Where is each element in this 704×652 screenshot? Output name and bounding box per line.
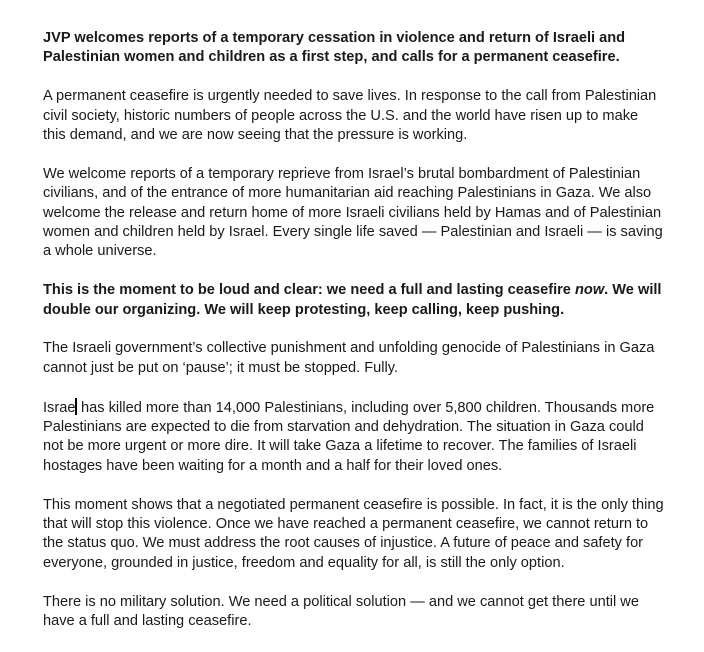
paragraph-line xyxy=(43,281,683,300)
headline-line: Palestinian women and children as a first step, and calls for a permanent ceasefire. xyxy=(43,49,620,66)
paragraph-line: A permanent ceasefire is urgently needed to save lives. In response to the call from Palestinian xyxy=(43,88,657,105)
paragraph-line: This moment shows that a negotiated permanent ceasefire is possible. In fact, it is the only thing xyxy=(43,496,664,513)
paragraph-line: not be more urgent or more dire. It will take Gaza a lifetime to recover. The families of Israeli xyxy=(43,438,637,455)
paragraph-line: that will stop this violence. Once we have reached a permanent ceasefire, we cannot return to xyxy=(43,516,649,533)
paragraph-line: cannot just be put on ‘pause’; it must be stopped. Fully. xyxy=(43,359,399,376)
paragraph-line: civilians, and of the entrance of more humanitarian aid reaching Palestinians in Gaza. We also xyxy=(43,185,652,202)
paragraph-line: welcome the release and return home of more Israeli civilians held by Hamas and of Palestinian xyxy=(43,204,662,221)
paragraph-line: hostages have been waiting for a month and a half for their loved ones. xyxy=(43,457,503,474)
paragraph-line: We welcome reports of a temporary reprieve from Israel’s brutal bombardment of Palestinian xyxy=(43,165,641,182)
paragraph-collective-punishment xyxy=(43,339,683,378)
paragraph-negotiated-ceasefire xyxy=(43,496,683,574)
paragraph-line: have a full and lasting ceasefire. xyxy=(43,613,252,630)
paragraph-line: double our organizing. We will keep protesting, keep calling, keep pushing. xyxy=(43,301,565,318)
paragraph-welcome-reprieve xyxy=(43,165,683,262)
text-run: Israe xyxy=(43,399,76,416)
headline-line: JVP welcomes reports of a temporary cessation in violence and return of Israeli and xyxy=(43,30,626,46)
paragraph-casualties xyxy=(43,398,683,477)
paragraph-no-military-solution xyxy=(43,593,683,632)
document-body[interactable] xyxy=(43,29,683,651)
paragraph-line: everyone, grounded in justice, freedom and equality for all, is still the only option. xyxy=(43,554,565,571)
paragraph-line: women and children held by Israel. Every single life saved — Palestinian and Israeli — is saving xyxy=(43,224,663,241)
paragraph-line: the status quo. We must address the root causes of injustice. A future of peace and safety for xyxy=(43,535,644,552)
paragraph-line: There is no military solution. We need a political solution — and we cannot get there until we xyxy=(43,593,639,610)
paragraph-line: a whole universe. xyxy=(43,243,157,260)
paragraph-line xyxy=(43,398,683,418)
paragraph-line: Palestinians are expected to die from starvation and dehydration. The situation in Gaza could xyxy=(43,419,644,436)
text-run: This is the moment to be loud and clear: we need a full and lasting ceasefire xyxy=(43,282,575,299)
paragraph-ceasefire-urgent xyxy=(43,87,683,145)
paragraph-loud-and-clear xyxy=(43,281,683,320)
paragraph-line: civil society, historic numbers of people across the U.S. and the world have risen up to make xyxy=(43,107,639,124)
paragraph-line: this demand, and we are now seeing that the pressure is working. xyxy=(43,127,468,144)
text-run: . We will xyxy=(604,282,662,299)
text-run: has killed more than 14,000 Palestinians, including over 5,800 children. Thousands more xyxy=(76,399,655,416)
emphasis-now: now xyxy=(574,282,605,299)
headline xyxy=(43,29,683,68)
paragraph-line: The Israeli government’s collective punishment and unfolding genocide of Palestinians in Gaza xyxy=(43,340,655,357)
